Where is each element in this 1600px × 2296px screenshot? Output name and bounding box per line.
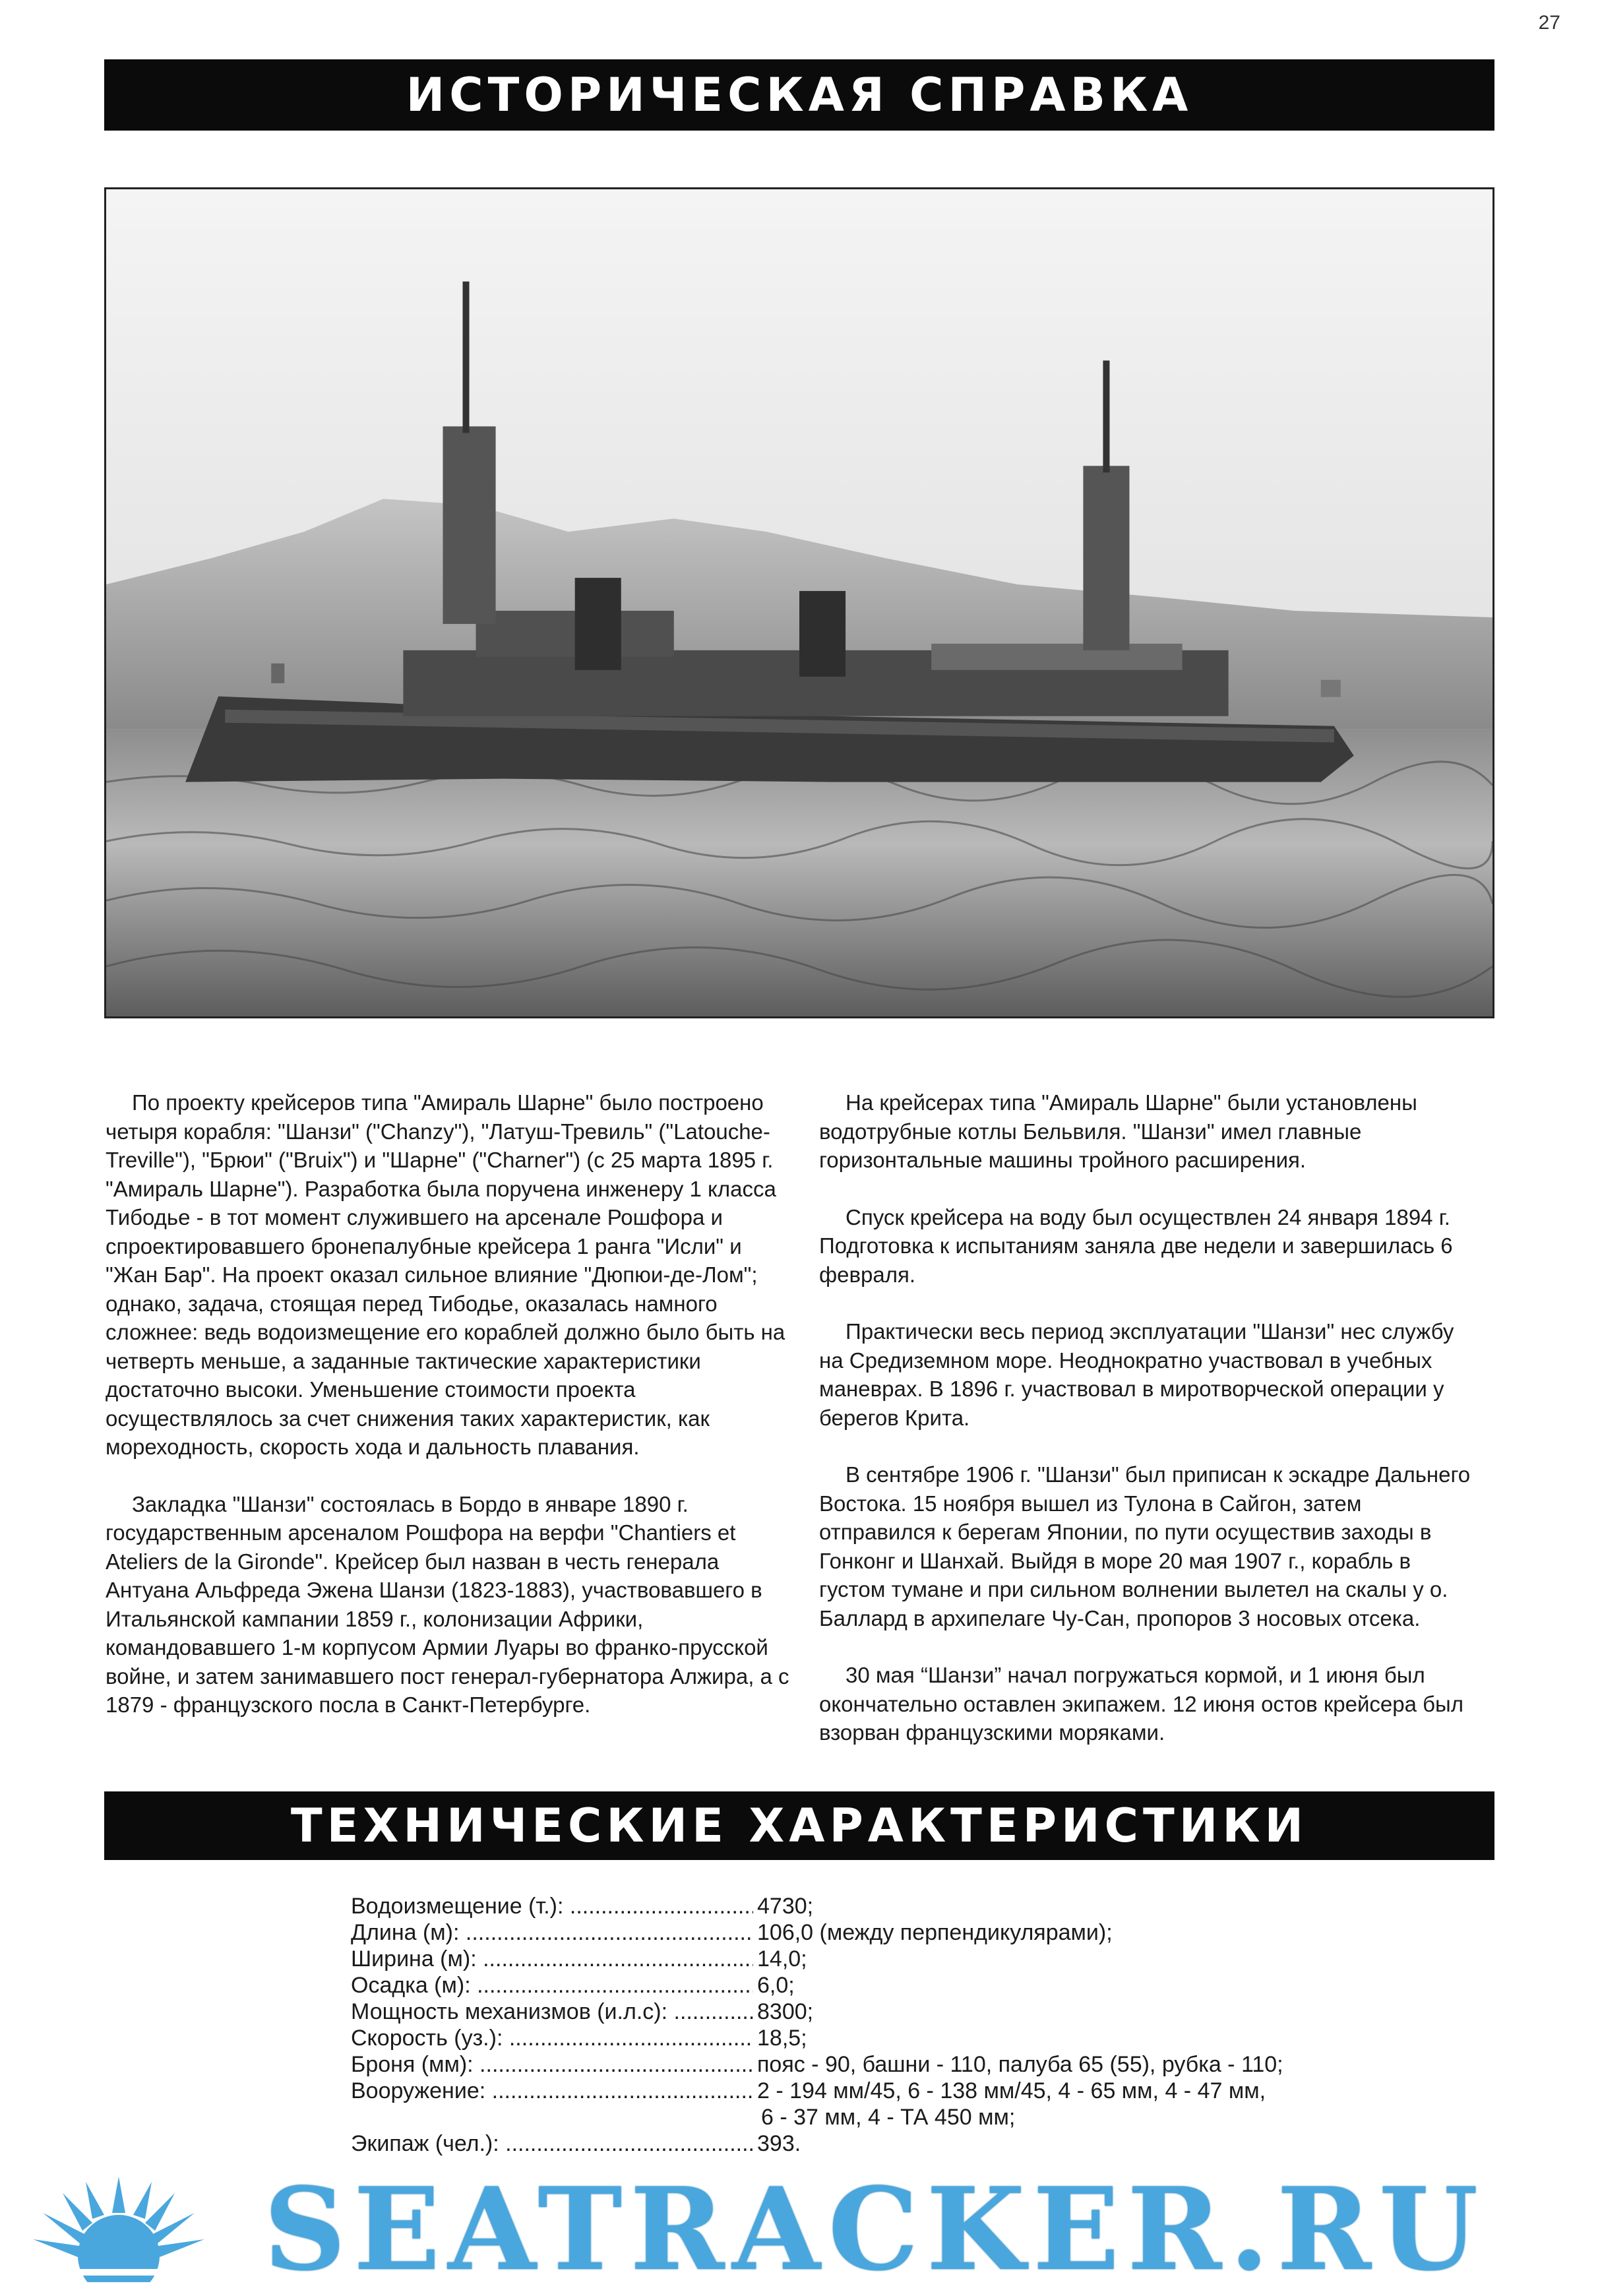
spec-row-displacement	[351, 1893, 1406, 1919]
spec-value: 8300;	[757, 1999, 814, 2024]
specifications-list	[351, 1893, 1406, 2157]
spec-label: Экипаж (чел.): .....	[351, 2130, 753, 2157]
spec-row-length	[351, 1919, 1406, 1946]
spec-value: 6,0;	[757, 1973, 795, 1998]
spec-label: Вооружение: .....	[351, 2078, 753, 2104]
spec-label: Мощность механизмов (и.л.с): .....	[351, 1999, 753, 2025]
spec-row-armament-continued	[351, 2104, 1406, 2130]
spec-label: Длина (м): .....	[351, 1919, 753, 1946]
history-heading: ИСТОРИЧЕСКАЯ СПРАВКА	[104, 59, 1494, 131]
spec-row-crew	[351, 2130, 1406, 2157]
spec-label: Водоизмещение (т.): .....	[351, 1893, 753, 1919]
article-paragraph: 30 мая “Шанзи” начал погружаться кормой, и 1 июня был окончательно оставлен экипажем. 12 июня остов крейсера был взорван французскими моряками.	[819, 1663, 1464, 1745]
spec-value: 2 - 194 мм/45, 6 - 138 мм/45, 4 - 65 мм, 4 - 47 мм,	[757, 2078, 1266, 2103]
article-left-column	[106, 1088, 791, 1748]
spec-value: 393.	[757, 2131, 801, 2156]
spec-value: пояс - 90, башни - 110, палуба 65 (55), рубка - 110;	[757, 2052, 1283, 2077]
spec-value: 14,0;	[757, 1946, 807, 1971]
seatracker-watermark	[26, 2162, 1596, 2296]
spec-value: 18,5;	[757, 2026, 807, 2051]
spec-row-armament	[351, 2078, 1406, 2104]
article-paragraph: По проекту крейсеров типа "Амираль Шарне" было построено четыря корабля: "Шанзи" ("Chanzy"), "Латуш-Тревиль" ("Latouche-Treville"), "Брюи" ("Bruix") и "Шарне" ("Charner") (с 25 марта 1895 г. "Амираль Шарне"). Разработка была поручена инженеру 1 класса Тибодье - в тот момент служившего на арсенале Рошфора и спроектировавшего бронепалубные крейсера 1 ранга "Исли" и "Жан Бар". На проект оказал сильное влияние "Дюпюи-де-Лом"; однако, задача, стоящая перед Тибодье, оказалась намного сложнее: ведь водоизмещение его кораблей должно было быть на четверть меньше, а заданные тактические характеристики достаточно высоки. Уменьшение стоимости проекта осуществлялось за счет снижения таких характеристик, как мореходность, скорость хода и дальность плавания.	[106, 1090, 785, 1459]
spec-value: 4730;	[757, 1894, 814, 1919]
spec-row-draft	[351, 1972, 1406, 1999]
cruiser-photograph	[104, 187, 1494, 1018]
spec-label: Скорость (уз.): .....	[351, 2025, 753, 2051]
sun-rays-logo-icon	[26, 2177, 251, 2282]
spec-value: 106,0 (между перпендикулярами);	[757, 1920, 1113, 1945]
spec-row-beam	[351, 1946, 1406, 1972]
spec-label: Ширина (м): .....	[351, 1946, 753, 1972]
spec-row-power	[351, 1999, 1406, 2025]
spec-label: Броня (мм): .....	[351, 2051, 753, 2078]
article-paragraph: На крейсерах типа "Амираль Шарне" были установлены водотрубные котлы Бельвиля. "Шанзи" имел главные горизонтальные машины тройного расширения.	[819, 1090, 1417, 1172]
watermark-text: SEATRACKER.RU	[264, 2162, 1486, 2296]
technical-heading: ТЕХНИЧЕСКИЕ ХАРАКТЕРИСТИКИ	[104, 1791, 1494, 1860]
spec-value: 6 - 37 мм, 4 - ТА 450 мм;	[761, 2105, 1016, 2130]
cruiser-photo-image	[106, 189, 1492, 1016]
spec-row-armor	[351, 2051, 1406, 2078]
article-paragraph: Спуск крейсера на воду был осуществлен 24 января 1894 г. Подготовка к испытаниям заняла две недели и завершилась 6 февраля.	[819, 1204, 1453, 1287]
spec-label: Осадка (м): .....	[351, 1972, 753, 1999]
article-right-column	[819, 1088, 1479, 1776]
article-paragraph: В сентябре 1906 г. "Шанзи" был приписан к эскадре Дальнего Востока. 15 ноября вышел из Тулона в Сайгон, затем отправился к берегам Японии, по пути осуществив заходы в Гонконг и Шанхай. Выйдя в море 20 мая 1907 г., корабль в густом тумане и при сильном волнении вылетел на скалы у о. Баллард в архипелаге Чу-Сан, пропоров 3 носовых отсека.	[819, 1462, 1471, 1630]
article-paragraph: Практически весь период эксплуатации "Шанзи" нес службу на Средиземном море. Неоднократно участвовал в учебных маневрах. В 1896 г. участвовал в миротворческой операции у берегов Крита.	[819, 1319, 1454, 1430]
spec-row-speed	[351, 2025, 1406, 2051]
page-number: 27	[1538, 12, 1560, 34]
article-paragraph: Закладка "Шанзи" состоялась в Бордо в январе 1890 г. государственным арсеналом Рошфора на верфи "Chantiers et Ateliers de la Gironde". Крейсер был назван в честь генерала Антуана Альфреда Эжена Шанзи (1823-1883), участвовавшего в Итальянской кампании 1859 г., колонизации Африки, командовавшего 1-м корпусом Армии Луары во франко-прусской войне, и затем занимавшего пост генерал-губернатора Алжира, а с 1879 - французского посла в Санкт-Петербурге.	[106, 1491, 789, 1717]
